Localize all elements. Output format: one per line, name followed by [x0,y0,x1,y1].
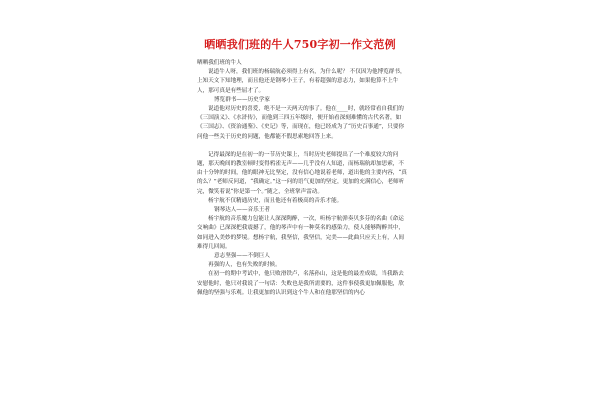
section-heading-will: 意志坚强——不倒巨人 [214,253,270,260]
section-heading-history: 博览群书——历史学家 [214,96,270,103]
will-lead-line: 再强的人，也有失败的时候。 [208,262,281,269]
section-heading-music: 钢琴达人——音乐王者 [214,207,270,214]
article-title: 晒晒我们班的牛人750字初一作文范例 [204,38,396,51]
music-transition: 杨宇航不仅精通历史，而且他还有着极高的音乐才能。 [208,197,343,204]
will-paragraph: 在初一的期中考试中，他只败滑铁卢，名落孙山，这是他的最差成绩，当我路去安慰他时，他只对我说了一句话：失败也是我所需要的，这件事使我更加佩服他，欣佩他的坚强与乐观。让我更加的认识到这个牛人和在他那坚信的内心 [197,271,404,296]
history-paragraph: 说道他对历史的喜爱，绝不是一天两天的事了。他在____时，就经常看自我们的《三国演义》、《水浒传》，而他到三四五年级时，便开始看深刻难懂的古代名著，如《三国志》、《资治通鉴》、《史记》等，而现在，他已经成为了“历史百事通”，只要你问他一些关于历史的问题，他都能不假思索地回答上来。 [197,106,405,140]
article-subtitle: 晒晒我们班的牛人 [197,60,242,66]
history-story-paragraph: 记得最深的是在初一的一节历史课上，当时历史老师提出了一个难度较大的问题，那天晚间的教室顿时变得鸦雀无声——几乎没有人知道，而杨瑞航却加思索，不由十分钟的时间，他的眼神无比坚定，没有信心地说着老师，道出他的主要内容，“真的么？”老师反问道，“我确定。”这一问的语气更加的坚定，更加的充满信心，老师听完，微笑着说“你是第一个。”随之，全班掌声雷动。 [197,151,407,195]
intro-paragraph: 说道牛人呀，我们班的杨瑞航必须得上有名，为什么呢？ 不仅因为他博览群书，上知天文下知地理，而且他还是钢琴小王子，有着超强的意志力，如果他算不上牛人，那可真是有些屈才了。 [197,69,406,94]
music-paragraph: 杨宇航的音乐魔力包能让人深深陶醉，一次，听杨宇航弹奏贝多芬的名曲《命运交响曲》已深深把我震撼了，他的琴声中有一种莫名的感染力，使人能够陶醉其中，如同进入美妙的梦境。想杨宇航，我坚信，我坚信，完美——此曲只应天上有，人间难得几回闻。 [197,216,404,250]
article-body [197,59,409,298]
paragraph-gap [197,142,409,151]
